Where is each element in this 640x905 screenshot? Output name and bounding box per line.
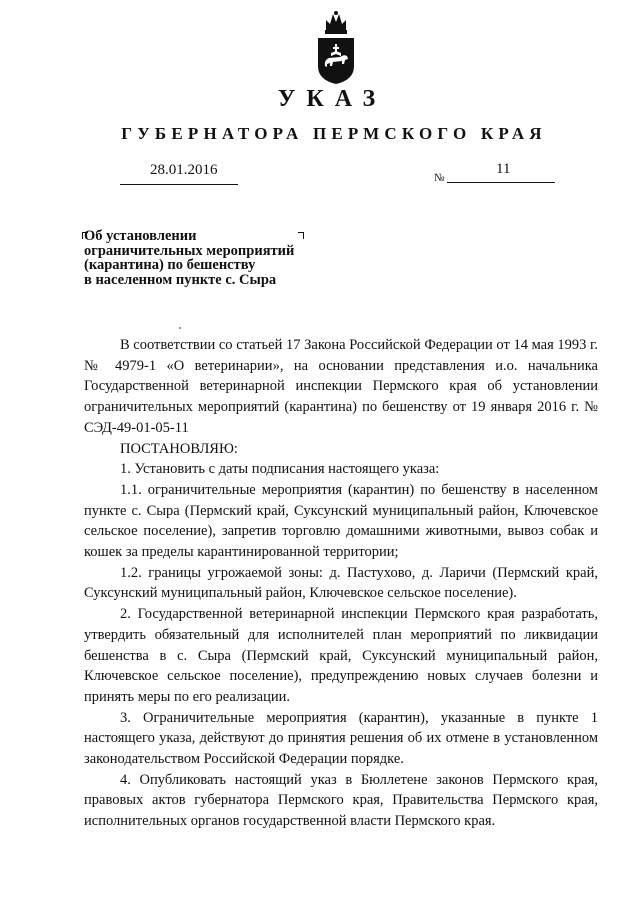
body-paragraph: В соответствии со статьей 17 Закона Российской Федерации от 14 мая 1993 г. № 4979-1 «О ветеринарии», на основании представления и.о. начальника Государственной ветеринарной инспекции Пермского края об установлении ограничительных мероприятий (карантина) по бешенству от 19 января 2016 г. № СЭД-49-01-05-11 bbox=[84, 337, 598, 436]
body-paragraph: 1.1. ограничительные мероприятия (карантин) по бешенству в населенном пункте с. Сыра (Пермский край, Суксунский муниципальный район, Ключевское сельское поселение), запретив торговлю домашними животными, вывоз собак и кошек за пределы карантинированной территории; bbox=[84, 481, 598, 561]
scan-speck bbox=[179, 327, 181, 329]
body-paragraph: 2. Государственной ветеринарной инспекции Пермского края разработать, утвердить обязательный для исполнителей план мероприятий по ликвидации бешенства в с. Сыра (Пермский край, Суксунский муниципальный район, Ключевское сельское поселение), предупреждению новых случаев болезни и принять меры по его реализации. bbox=[84, 606, 598, 705]
date-underline bbox=[120, 184, 238, 185]
body-paragraph: 3. Ограничительные мероприятия (карантин), указанные в пункте 1 настоящего указа, действуют до принятия решения об их отмене в установленном законодательством Российской Федерации порядке. bbox=[84, 709, 598, 768]
number-underline bbox=[447, 182, 555, 183]
resolution-word: ПОСТАНОВЛЯЮ: bbox=[120, 440, 238, 457]
body-paragraph: 1.2. границы угрожаемой зоны: д. Пастухово, д. Ларичи (Пермский край, Суксунский муниципальный район, Ключевское сельское поселение). bbox=[84, 564, 598, 602]
document-heading bbox=[84, 229, 324, 287]
heading-line: в населенном пункте с. Сыра bbox=[84, 271, 277, 288]
document-title: УКАЗ bbox=[277, 86, 387, 112]
document-date: 28.01.2016 bbox=[150, 162, 218, 178]
coat-of-arms-emblem bbox=[314, 8, 358, 86]
body-paragraph: 4. Опубликовать настоящий указ в Бюллетене законов Пермского края, правовых актов губернатора Пермского края, Правительства Пермского края, исполнительных органов государственной власти Пермского края. bbox=[84, 771, 598, 830]
heading-line: (карантина) по бешенству bbox=[84, 257, 256, 273]
heading-line: ограничительных мероприятий bbox=[84, 242, 295, 259]
document-body bbox=[84, 335, 598, 832]
document-issuer: ГУБЕРНАТОРА ПЕРМСКОГО КРАЯ bbox=[121, 124, 547, 143]
heading-line: Об установлении bbox=[84, 228, 197, 244]
body-paragraph: 1. Установить с даты подписания настоящего указа: bbox=[120, 461, 440, 478]
document-number: 11 bbox=[496, 161, 511, 177]
number-sign: № bbox=[434, 172, 445, 184]
